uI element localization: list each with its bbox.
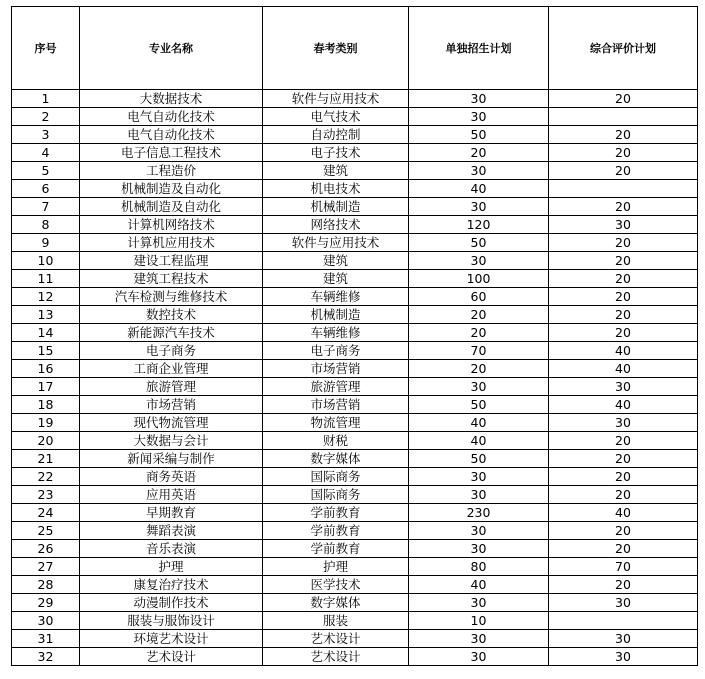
header-exam-category: 春考类别: [263, 7, 409, 90]
table-row: [12, 396, 698, 414]
cell-serial-number: 9: [12, 234, 80, 252]
cell-major-name: 舞蹈表演: [80, 522, 263, 540]
cell-comprehensive-plan: 20: [549, 522, 698, 540]
cell-exam-category: 数字媒体: [263, 594, 409, 612]
cell-independent-plan: 30: [409, 486, 549, 504]
cell-serial-number: 32: [12, 648, 80, 666]
cell-exam-category: 财税: [263, 432, 409, 450]
header-major-name: 专业名称: [80, 7, 263, 90]
cell-exam-category: 学前教育: [263, 504, 409, 522]
table-row: [12, 270, 698, 288]
cell-comprehensive-plan: 20: [549, 198, 698, 216]
cell-major-name: 康复治疗技术: [80, 576, 263, 594]
cell-major-name: 数控技术: [80, 306, 263, 324]
cell-major-name: 服装与服饰设计: [80, 612, 263, 630]
cell-independent-plan: 230: [409, 504, 549, 522]
cell-serial-number: 5: [12, 162, 80, 180]
cell-independent-plan: 10: [409, 612, 549, 630]
cell-serial-number: 20: [12, 432, 80, 450]
table-row: [12, 486, 698, 504]
table-row: [12, 180, 698, 198]
cell-serial-number: 19: [12, 414, 80, 432]
cell-independent-plan: 20: [409, 360, 549, 378]
table-row: [12, 252, 698, 270]
cell-major-name: 应用英语: [80, 486, 263, 504]
cell-comprehensive-plan: 20: [549, 234, 698, 252]
cell-comprehensive-plan: 70: [549, 558, 698, 576]
table-row: [12, 144, 698, 162]
table-row: [12, 108, 698, 126]
cell-independent-plan: 60: [409, 288, 549, 306]
cell-comprehensive-plan: 20: [549, 306, 698, 324]
cell-independent-plan: 100: [409, 270, 549, 288]
header-serial-number: 序号: [12, 7, 80, 90]
table-row: [12, 630, 698, 648]
table-row: [12, 432, 698, 450]
cell-serial-number: 13: [12, 306, 80, 324]
cell-serial-number: 3: [12, 126, 80, 144]
cell-serial-number: 7: [12, 198, 80, 216]
cell-comprehensive-plan: 40: [549, 342, 698, 360]
cell-serial-number: 11: [12, 270, 80, 288]
cell-comprehensive-plan: 20: [549, 450, 698, 468]
cell-major-name: 商务英语: [80, 468, 263, 486]
cell-comprehensive-plan: 20: [549, 540, 698, 558]
cell-exam-category: 建筑: [263, 270, 409, 288]
cell-serial-number: 15: [12, 342, 80, 360]
cell-major-name: 大数据技术: [80, 90, 263, 108]
cell-major-name: 市场营销: [80, 396, 263, 414]
cell-major-name: 现代物流管理: [80, 414, 263, 432]
cell-serial-number: 30: [12, 612, 80, 630]
cell-serial-number: 21: [12, 450, 80, 468]
cell-comprehensive-plan: 40: [549, 504, 698, 522]
cell-exam-category: 建筑: [263, 252, 409, 270]
cell-exam-category: 学前教育: [263, 540, 409, 558]
cell-serial-number: 29: [12, 594, 80, 612]
cell-independent-plan: 20: [409, 306, 549, 324]
cell-exam-category: 车辆维修: [263, 288, 409, 306]
cell-exam-category: 电子技术: [263, 144, 409, 162]
table-header: [12, 7, 698, 90]
cell-independent-plan: 50: [409, 234, 549, 252]
cell-independent-plan: 50: [409, 126, 549, 144]
cell-independent-plan: 40: [409, 414, 549, 432]
cell-exam-category: 电气技术: [263, 108, 409, 126]
cell-comprehensive-plan: 30: [549, 594, 698, 612]
table-row: [12, 648, 698, 666]
table-body: [12, 90, 698, 666]
cell-exam-category: 网络技术: [263, 216, 409, 234]
cell-exam-category: 国际商务: [263, 486, 409, 504]
cell-exam-category: 数字媒体: [263, 450, 409, 468]
cell-exam-category: 电子商务: [263, 342, 409, 360]
cell-exam-category: 机械制造: [263, 306, 409, 324]
table-row: [12, 594, 698, 612]
cell-major-name: 艺术设计: [80, 648, 263, 666]
cell-exam-category: 学前教育: [263, 522, 409, 540]
table-row: [12, 324, 698, 342]
cell-serial-number: 26: [12, 540, 80, 558]
cell-major-name: 计算机应用技术: [80, 234, 263, 252]
table-row: [12, 540, 698, 558]
cell-serial-number: 4: [12, 144, 80, 162]
cell-comprehensive-plan: 20: [549, 90, 698, 108]
cell-exam-category: 国际商务: [263, 468, 409, 486]
cell-major-name: 电子商务: [80, 342, 263, 360]
table-row: [12, 414, 698, 432]
cell-exam-category: 物流管理: [263, 414, 409, 432]
cell-serial-number: 23: [12, 486, 80, 504]
table-row: [12, 576, 698, 594]
cell-independent-plan: 30: [409, 522, 549, 540]
cell-exam-category: 艺术设计: [263, 648, 409, 666]
cell-serial-number: 6: [12, 180, 80, 198]
cell-exam-category: 机械制造: [263, 198, 409, 216]
cell-exam-category: 市场营销: [263, 396, 409, 414]
enrollment-plan-table: [11, 6, 698, 666]
cell-independent-plan: 20: [409, 324, 549, 342]
table-row: [12, 216, 698, 234]
cell-independent-plan: 30: [409, 108, 549, 126]
cell-independent-plan: 40: [409, 576, 549, 594]
cell-serial-number: 14: [12, 324, 80, 342]
cell-exam-category: 旅游管理: [263, 378, 409, 396]
cell-independent-plan: 30: [409, 162, 549, 180]
cell-comprehensive-plan: 20: [549, 252, 698, 270]
cell-serial-number: 10: [12, 252, 80, 270]
table-row: [12, 450, 698, 468]
cell-comprehensive-plan: 30: [549, 216, 698, 234]
cell-exam-category: 机电技术: [263, 180, 409, 198]
header-comprehensive-plan: 综合评价计划: [549, 7, 698, 90]
table-row: [12, 558, 698, 576]
cell-serial-number: 16: [12, 360, 80, 378]
cell-major-name: 机械制造及自动化: [80, 180, 263, 198]
cell-independent-plan: 30: [409, 252, 549, 270]
cell-major-name: 机械制造及自动化: [80, 198, 263, 216]
cell-independent-plan: 80: [409, 558, 549, 576]
cell-major-name: 工程造价: [80, 162, 263, 180]
header-independent-plan: 单独招生计划: [409, 7, 549, 90]
cell-comprehensive-plan: [549, 180, 698, 198]
cell-comprehensive-plan: 20: [549, 486, 698, 504]
cell-independent-plan: 30: [409, 90, 549, 108]
cell-major-name: 环境艺术设计: [80, 630, 263, 648]
cell-exam-category: 服装: [263, 612, 409, 630]
cell-comprehensive-plan: [549, 612, 698, 630]
cell-comprehensive-plan: 30: [549, 630, 698, 648]
cell-major-name: 工商企业管理: [80, 360, 263, 378]
cell-independent-plan: 30: [409, 378, 549, 396]
cell-serial-number: 28: [12, 576, 80, 594]
table-row: [12, 90, 698, 108]
cell-serial-number: 2: [12, 108, 80, 126]
cell-serial-number: 25: [12, 522, 80, 540]
cell-exam-category: 软件与应用技术: [263, 234, 409, 252]
cell-comprehensive-plan: 20: [549, 432, 698, 450]
cell-exam-category: 建筑: [263, 162, 409, 180]
cell-exam-category: 市场营销: [263, 360, 409, 378]
table-row: [12, 360, 698, 378]
cell-serial-number: 18: [12, 396, 80, 414]
cell-independent-plan: 50: [409, 396, 549, 414]
cell-comprehensive-plan: 20: [549, 126, 698, 144]
cell-independent-plan: 30: [409, 540, 549, 558]
cell-major-name: 汽车检测与维修技术: [80, 288, 263, 306]
cell-independent-plan: 40: [409, 432, 549, 450]
cell-major-name: 建设工程监理: [80, 252, 263, 270]
cell-exam-category: 车辆维修: [263, 324, 409, 342]
table-row: [12, 342, 698, 360]
cell-comprehensive-plan: 20: [549, 468, 698, 486]
cell-independent-plan: 30: [409, 648, 549, 666]
cell-exam-category: 医学技术: [263, 576, 409, 594]
table-row: [12, 306, 698, 324]
cell-major-name: 电气自动化技术: [80, 108, 263, 126]
table-row: [12, 234, 698, 252]
cell-exam-category: 护理: [263, 558, 409, 576]
cell-serial-number: 17: [12, 378, 80, 396]
cell-comprehensive-plan: 30: [549, 414, 698, 432]
table-row: [12, 522, 698, 540]
cell-major-name: 大数据与会计: [80, 432, 263, 450]
cell-comprehensive-plan: 20: [549, 144, 698, 162]
cell-independent-plan: 30: [409, 630, 549, 648]
table-row: [12, 468, 698, 486]
table-row: [12, 162, 698, 180]
cell-comprehensive-plan: 40: [549, 396, 698, 414]
cell-independent-plan: 120: [409, 216, 549, 234]
cell-comprehensive-plan: 30: [549, 378, 698, 396]
cell-serial-number: 1: [12, 90, 80, 108]
cell-major-name: 护理: [80, 558, 263, 576]
cell-major-name: 早期教育: [80, 504, 263, 522]
cell-comprehensive-plan: 20: [549, 288, 698, 306]
cell-major-name: 计算机网络技术: [80, 216, 263, 234]
table-row: [12, 198, 698, 216]
cell-major-name: 动漫制作技术: [80, 594, 263, 612]
cell-comprehensive-plan: [549, 108, 698, 126]
cell-comprehensive-plan: 20: [549, 576, 698, 594]
cell-serial-number: 31: [12, 630, 80, 648]
cell-independent-plan: 30: [409, 594, 549, 612]
table-row: [12, 378, 698, 396]
cell-major-name: 音乐表演: [80, 540, 263, 558]
cell-major-name: 新闻采编与制作: [80, 450, 263, 468]
cell-major-name: 旅游管理: [80, 378, 263, 396]
cell-independent-plan: 20: [409, 144, 549, 162]
cell-independent-plan: 30: [409, 198, 549, 216]
cell-independent-plan: 50: [409, 450, 549, 468]
cell-major-name: 建筑工程技术: [80, 270, 263, 288]
cell-serial-number: 8: [12, 216, 80, 234]
cell-independent-plan: 30: [409, 468, 549, 486]
table-row: [12, 612, 698, 630]
cell-comprehensive-plan: 20: [549, 324, 698, 342]
cell-serial-number: 27: [12, 558, 80, 576]
cell-comprehensive-plan: 20: [549, 162, 698, 180]
cell-serial-number: 12: [12, 288, 80, 306]
cell-comprehensive-plan: 30: [549, 648, 698, 666]
table-row: [12, 504, 698, 522]
header-row: [12, 7, 698, 90]
cell-comprehensive-plan: 40: [549, 360, 698, 378]
cell-exam-category: 艺术设计: [263, 630, 409, 648]
cell-major-name: 电气自动化技术: [80, 126, 263, 144]
table-row: [12, 126, 698, 144]
cell-exam-category: 自动控制: [263, 126, 409, 144]
cell-major-name: 电子信息工程技术: [80, 144, 263, 162]
cell-serial-number: 22: [12, 468, 80, 486]
cell-major-name: 新能源汽车技术: [80, 324, 263, 342]
cell-comprehensive-plan: 20: [549, 270, 698, 288]
table-row: [12, 288, 698, 306]
cell-serial-number: 24: [12, 504, 80, 522]
cell-exam-category: 软件与应用技术: [263, 90, 409, 108]
cell-independent-plan: 40: [409, 180, 549, 198]
cell-independent-plan: 70: [409, 342, 549, 360]
